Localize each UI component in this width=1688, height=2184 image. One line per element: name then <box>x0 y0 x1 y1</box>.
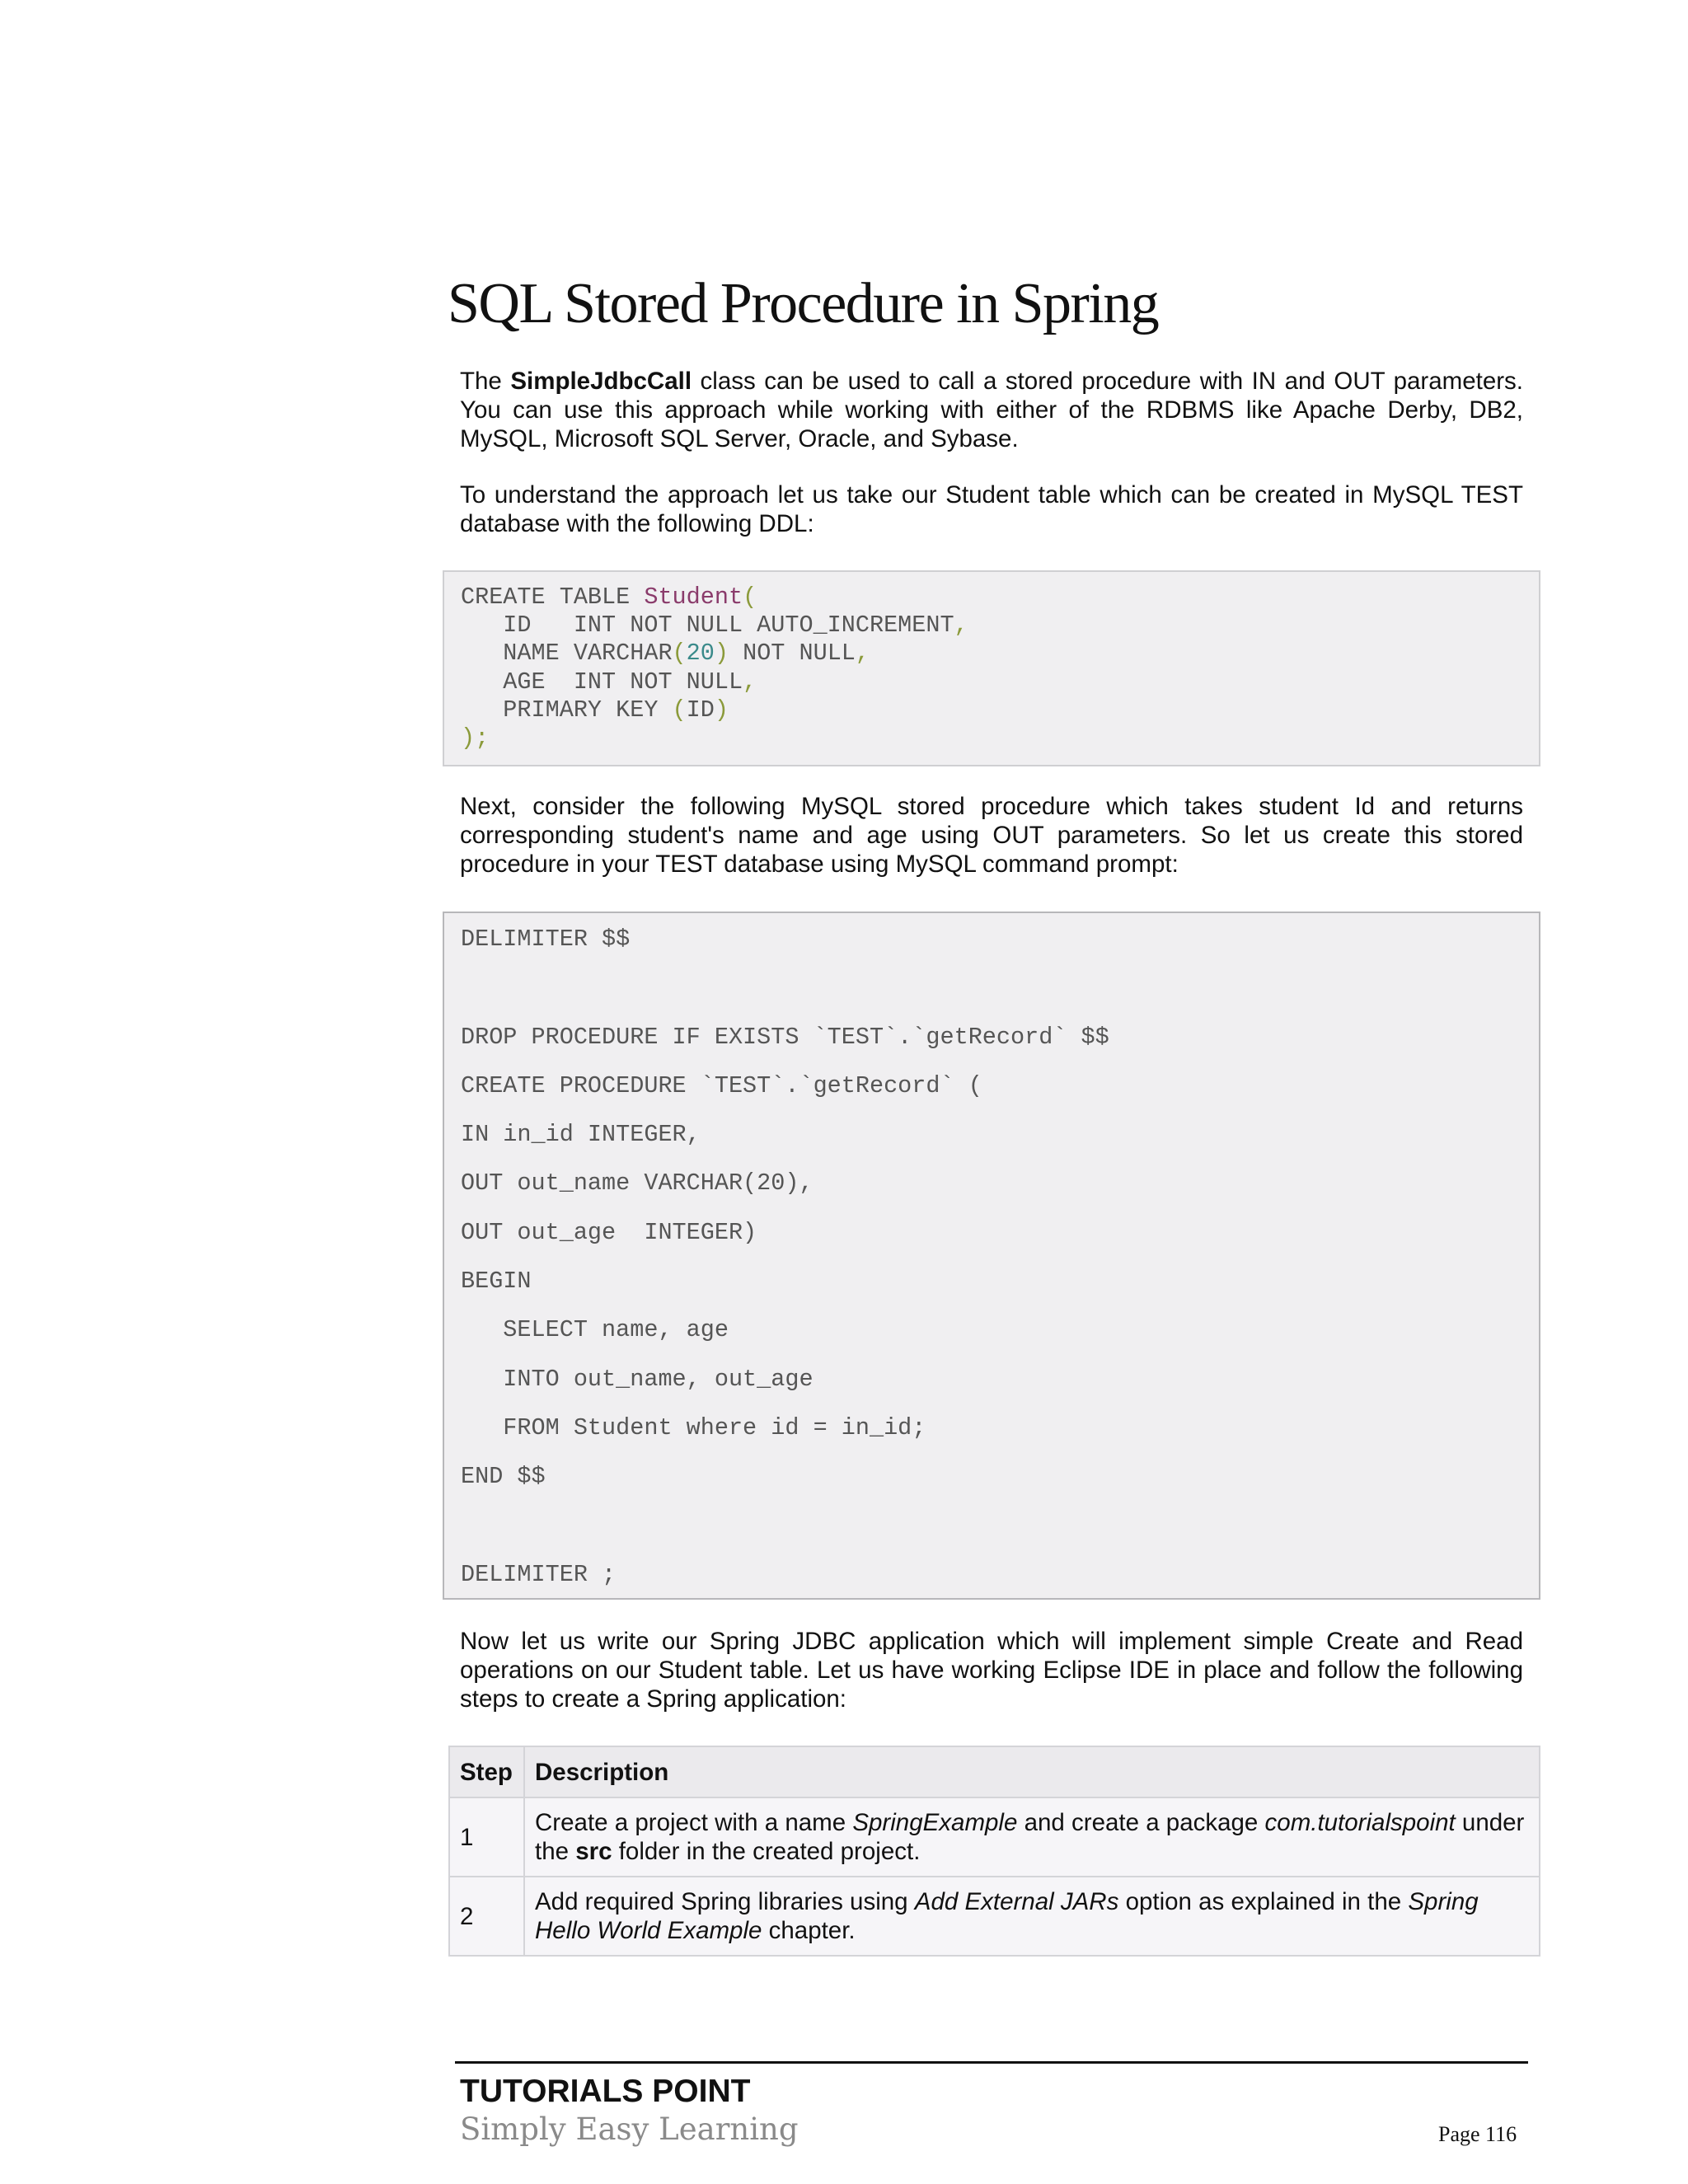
code-line: CREATE TABLE Student( <box>461 583 757 611</box>
code-line: ); <box>461 724 490 752</box>
footer-tagline: Simply Easy Learning <box>460 2111 799 2147</box>
code-line: DELIMITER $$ <box>461 926 631 953</box>
step-description: Add required Spring libraries using Add External JARs option as explained in the Spring Hello World Example chapter. <box>524 1877 1540 1956</box>
ddl-code-block <box>443 570 1540 766</box>
table-row <box>449 1877 1540 1956</box>
step-number: 1 <box>449 1797 524 1877</box>
code-line: OUT out_age INTEGER) <box>461 1218 757 1246</box>
step-description: Create a project with a name SpringExample and create a package com.tutorialspoint under the src folder in the created project. <box>524 1797 1540 1877</box>
code-line: OUT out_name VARCHAR(20), <box>461 1169 814 1197</box>
code-line: CREATE PROCEDURE `TEST`.`getRecord` ( <box>461 1071 982 1099</box>
code-line: SELECT name, age <box>461 1316 729 1344</box>
code-line: FROM Student where id = in_id; <box>461 1413 926 1441</box>
procedure-intro-paragraph: Next, consider the following MySQL stored procedure which takes student Id and returns corresponding student's name and age using OUT parameters. So let us create this stored procedure in your TEST database using MySQL command prompt: <box>460 793 1523 878</box>
page-number: Page 116 <box>1438 2122 1517 2146</box>
code-line: AGE INT NOT NULL, <box>461 668 757 696</box>
application-intro-paragraph: Now let us write our Spring JDBC application which will implement simple Create and Read operations on our Student table. Let us have working Eclipse IDE in place and follow the following steps to create a Spring application: <box>460 1628 1523 1713</box>
procedure-code-block <box>443 912 1540 1600</box>
page-title: SQL Stored Procedure in Spring <box>448 272 1159 335</box>
step-number: 2 <box>449 1877 524 1956</box>
code-line: ID INT NOT NULL AUTO_INCREMENT, <box>461 612 968 640</box>
header-description: Description <box>524 1746 1540 1797</box>
code-line: BEGIN <box>461 1268 532 1296</box>
code-line: DELIMITER ; <box>461 1560 617 1588</box>
steps-table <box>448 1746 1540 1957</box>
code-line: NAME VARCHAR(20) NOT NULL, <box>461 640 870 668</box>
ddl-intro-paragraph: To understand the approach let us take our Student table which can be created in MySQL TEST database with the following DDL: <box>460 481 1523 537</box>
header-step: Step <box>449 1746 524 1797</box>
intro-text-rest: class can be used to call a stored procedure with IN and OUT parameters. You can use this approach while working with either of the RDBMS like Apache Derby, DB2, MySQL, Microsoft SQL Server, Oracle, and Sybase. <box>460 368 1524 452</box>
code-line: INTO out_name, out_age <box>461 1365 814 1393</box>
code-line <box>461 1502 1539 1550</box>
table-header-row <box>449 1746 1540 1797</box>
code-line: END $$ <box>461 1463 546 1491</box>
code-line: IN in_id INTEGER, <box>461 1121 701 1149</box>
table-row <box>449 1797 1540 1877</box>
intro-text-start: The <box>460 368 511 395</box>
code-line <box>461 963 1539 1012</box>
footer-divider <box>455 2061 1528 2064</box>
footer-brand: TUTORIALS POINT <box>460 2074 751 2109</box>
class-name-simplejdbccall: SimpleJdbcCall <box>510 368 692 395</box>
code-line: DROP PROCEDURE IF EXISTS `TEST`.`getRecord` $$ <box>461 1023 1109 1051</box>
intro-paragraph <box>460 367 1523 453</box>
code-line: PRIMARY KEY (ID) <box>461 696 729 724</box>
